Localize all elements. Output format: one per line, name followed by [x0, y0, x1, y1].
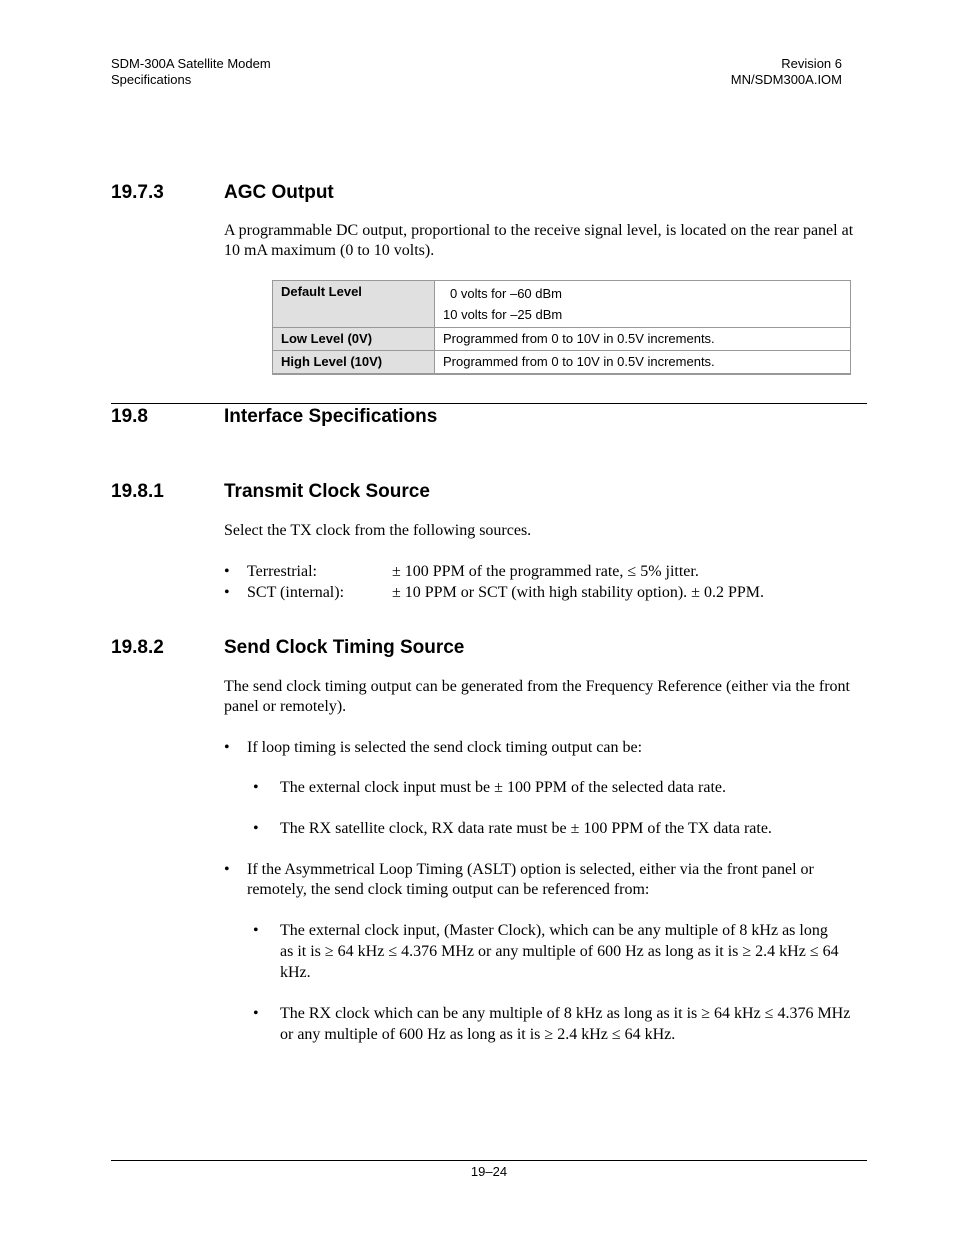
- section-heading-19-7-3: [111, 182, 871, 204]
- agc-description: A programmable DC output, proportional to the receive signal level, is located on the rear panel at 10 mA maximum (0 to 10 volts).: [224, 222, 854, 259]
- section-heading-19-8-1: [111, 481, 871, 503]
- list-item: [253, 819, 864, 839]
- section-number: 19.8.2: [111, 637, 164, 658]
- list-item: [253, 920, 843, 983]
- bullet-icon: •: [224, 584, 230, 601]
- item-label: SCT (internal):: [247, 584, 345, 601]
- bullet-icon: •: [253, 1005, 259, 1022]
- page-header-right: [731, 56, 842, 88]
- table-label-cell: Default Level: [273, 281, 435, 328]
- table-label-cell: Low Level (0V): [273, 328, 435, 351]
- section-title: Interface Specifications: [224, 406, 438, 427]
- item-text: If loop timing is selected the send clock timing output can be:: [247, 739, 643, 756]
- list-item: [224, 860, 864, 900]
- bullet-icon: •: [253, 922, 259, 939]
- value-line: 10 volts for –25 dBm: [443, 307, 563, 322]
- item-text: If the Asymmetrical Loop Timing (ASLT) option is selected, either via the front panel or remotely, the send clock timing output can be referenced from:: [247, 861, 814, 898]
- doc-revision: Revision 6: [781, 56, 842, 71]
- section-title: Send Clock Timing Source: [224, 637, 465, 658]
- section-title: AGC Output: [224, 182, 334, 203]
- table-row: [273, 281, 851, 328]
- item-text: The RX clock which can be any multiple of 8 kHz as long as it is ≥ 64 kHz ≤ 4.376 MHz or any multiple of 600 Hz as long as it is ≥ 2.4 kHz ≤ 64 kHz.: [280, 1005, 851, 1043]
- tx-clock-intro: Select the TX clock from the following sources.: [224, 522, 532, 539]
- section-number: 19.8.1: [111, 481, 164, 502]
- table-row: [273, 328, 851, 351]
- table-value-cell: Programmed from 0 to 10V in 0.5V increments.: [435, 328, 851, 351]
- item-text: The RX satellite clock, RX data rate must be ± 100 PPM of the TX data rate.: [280, 820, 772, 837]
- bullet-icon: •: [253, 820, 259, 837]
- table-value-cell: Programmed from 0 to 10V in 0.5V increments.: [435, 351, 851, 375]
- section-title: Transmit Clock Source: [224, 481, 430, 502]
- item-value: ± 100 PPM of the programmed rate, ≤ 5% jitter.: [392, 563, 699, 580]
- list-item: [253, 778, 864, 798]
- page-number: 19–24: [470, 1164, 508, 1179]
- section-heading-19-8-2: [111, 637, 871, 659]
- bullet-icon: •: [224, 739, 230, 756]
- item-label: Terrestrial:: [247, 563, 317, 580]
- bullet-icon: •: [253, 779, 259, 796]
- section-divider: [111, 403, 867, 404]
- table-row: [273, 351, 851, 375]
- value-line: 0 volts for –60 dBm: [450, 286, 562, 301]
- doc-id: MN/SDM300A.IOM: [730, 72, 842, 87]
- bullet-icon: •: [224, 861, 230, 878]
- list-item: [224, 738, 864, 758]
- item-value: ± 10 PPM or SCT (with high stability option). ± 0.2 PPM.: [392, 584, 764, 601]
- section-heading-19-8: [111, 406, 871, 428]
- section-number: 19.8: [111, 406, 148, 427]
- agc-spec-table: [272, 280, 851, 375]
- table-value-cell: [435, 281, 851, 328]
- bullet-icon: •: [224, 563, 230, 580]
- doc-section: Specifications: [111, 72, 192, 87]
- list-item: [253, 1003, 864, 1045]
- list-item: [224, 562, 864, 582]
- doc-title: SDM-300A Satellite Modem: [111, 56, 271, 71]
- footer-divider: [111, 1160, 867, 1161]
- page-header-left: [111, 56, 271, 88]
- list-item: [224, 583, 864, 603]
- item-text: The external clock input, (Master Clock), which can be any multiple of 8 kHz as long as it is ≥ 64 kHz ≤ 4.376 MHz or any multiple of 600 Hz as long as it is ≥ 2.4 kHz ≤ 64 kHz.: [280, 922, 839, 981]
- table-label-cell: High Level (10V): [273, 351, 435, 375]
- section-number: 19.7.3: [111, 182, 164, 203]
- item-text: The external clock input must be ± 100 PPM of the selected data rate.: [280, 779, 726, 796]
- send-clock-intro: The send clock timing output can be generated from the Frequency Reference (either via the front panel or remotely).: [224, 678, 850, 715]
